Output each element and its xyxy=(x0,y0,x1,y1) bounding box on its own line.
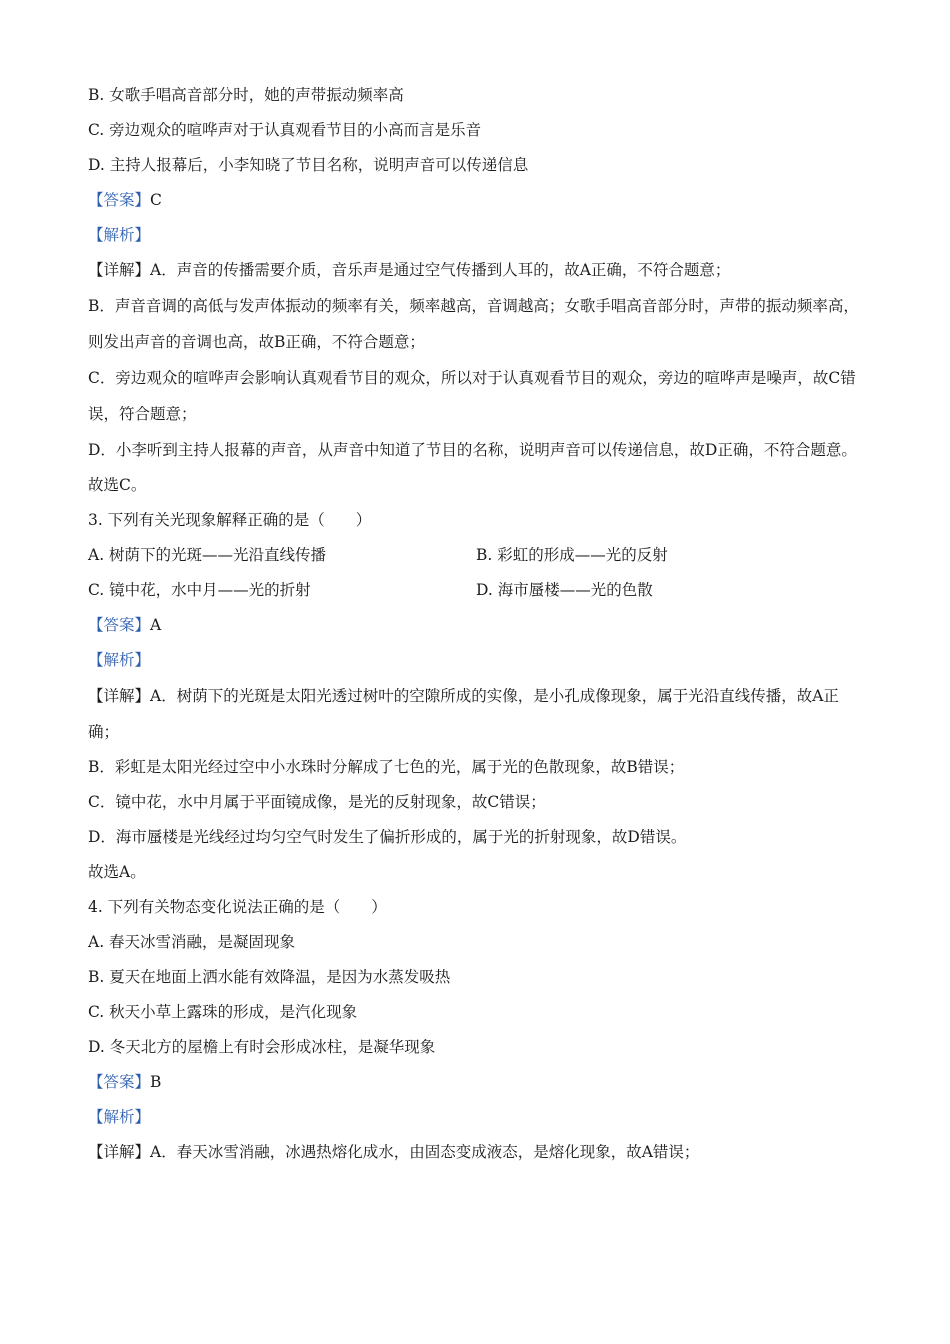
q4-option-a: A. 春天冰雪消融，是凝固现象 xyxy=(88,933,296,951)
q3-options-row-1 xyxy=(88,538,868,573)
q2-answer xyxy=(88,183,868,218)
document-page xyxy=(88,78,868,1170)
analysis-tag: 【解析】 xyxy=(88,651,151,669)
answer-tag: 【答案】 xyxy=(88,616,151,634)
q2-detail-c: C．旁边观众的喧哗声会影响认真观看节目的观众，所以对于认真观看节目的观众，旁边的喧哗声是噪声，故C错误，符合题意； xyxy=(88,369,856,423)
q2-conclusion: 故选C。 xyxy=(88,476,147,494)
q4-option-d: D. 冬天北方的屋檐上有时会形成冰柱，是凝华现象 xyxy=(88,1038,436,1056)
q4-stem: 4. 下列有关物态变化说法正确的是（ ） xyxy=(88,898,387,916)
answer-value: C xyxy=(150,191,162,209)
detail-tag: 【详解】 xyxy=(88,261,151,279)
q3-detail-a: 【详解】A．树荫下的光斑是太阳光透过树叶的空隙所成的实像，是小孔成像现象，属于光沿直线传播，故A正确； xyxy=(88,687,839,741)
q3-option-d: D. 海市蜃楼——光的色散 xyxy=(476,581,653,599)
q4-detail-a: 【详解】A．春天冰雪消融，冰遇热熔化成水，由固态变成液态，是熔化现象，故A错误； xyxy=(88,1143,700,1161)
q3-detail-b: B．彩虹是太阳光经过空中小水珠时分解成了七色的光，属于光的色散现象，故B错误； xyxy=(88,758,685,776)
q3-option-c: C. 镜中花，水中月——光的折射 xyxy=(88,581,311,599)
q3-option-b: B. 彩虹的形成——光的反射 xyxy=(476,546,668,564)
q3-analysis xyxy=(88,643,868,678)
answer-tag: 【答案】 xyxy=(88,1073,151,1091)
q3-options-row-2 xyxy=(88,573,868,608)
analysis-tag: 【解析】 xyxy=(88,226,151,244)
q3-option-a: A. 树荫下的光斑——光沿直线传播 xyxy=(88,546,327,564)
analysis-tag: 【解析】 xyxy=(88,1108,151,1126)
q3-stem: 3. 下列有关光现象解释正确的是（ ） xyxy=(88,511,372,529)
q3-answer xyxy=(88,608,868,643)
q3-detail-d: D．海市蜃楼是光线经过均匀空气时发生了偏折形成的，属于光的折射现象，故D错误。 xyxy=(88,828,687,846)
q2-option-c: C. 旁边观众的喧哗声对于认真观看节目的小高而言是乐音 xyxy=(88,121,482,139)
detail-tag: 【详解】 xyxy=(88,687,151,705)
q2-option-b: B. 女歌手唱高音部分时，她的声带振动频率高 xyxy=(88,86,404,104)
q3-conclusion: 故选A。 xyxy=(88,863,146,881)
detail-tag: 【详解】 xyxy=(88,1143,151,1161)
q4-analysis xyxy=(88,1100,868,1135)
q4-option-b: B. 夏天在地面上洒水能有效降温，是因为水蒸发吸热 xyxy=(88,968,451,986)
answer-value: A xyxy=(150,616,162,634)
q2-detail-d: D．小李听到主持人报幕的声音，从声音中知道了节目的名称，说明声音可以传递信息，故D正确，不符合题意。 xyxy=(88,441,857,459)
q3-detail-c: C．镜中花，水中月属于平面镜成像，是光的反射现象，故C错误； xyxy=(88,793,546,811)
q4-answer xyxy=(88,1065,868,1100)
q4-option-c: C. 秋天小草上露珠的形成，是汽化现象 xyxy=(88,1003,358,1021)
answer-tag: 【答案】 xyxy=(88,191,151,209)
q2-detail-a: 【详解】A．声音的传播需要介质，音乐声是通过空气传播到人耳的，故A正确，不符合题意； xyxy=(88,261,731,279)
q2-detail-b: B．声音音调的高低与发声体振动的频率有关，频率越高，音调越高；女歌手唱高音部分时，声带的振动频率高，则发出声音的音调也高，故B正确，不符合题意； xyxy=(88,297,859,351)
q2-option-d: D. 主持人报幕后，小李知晓了节目名称，说明声音可以传递信息 xyxy=(88,156,529,174)
answer-value: B xyxy=(150,1073,162,1091)
q2-analysis xyxy=(88,218,868,253)
